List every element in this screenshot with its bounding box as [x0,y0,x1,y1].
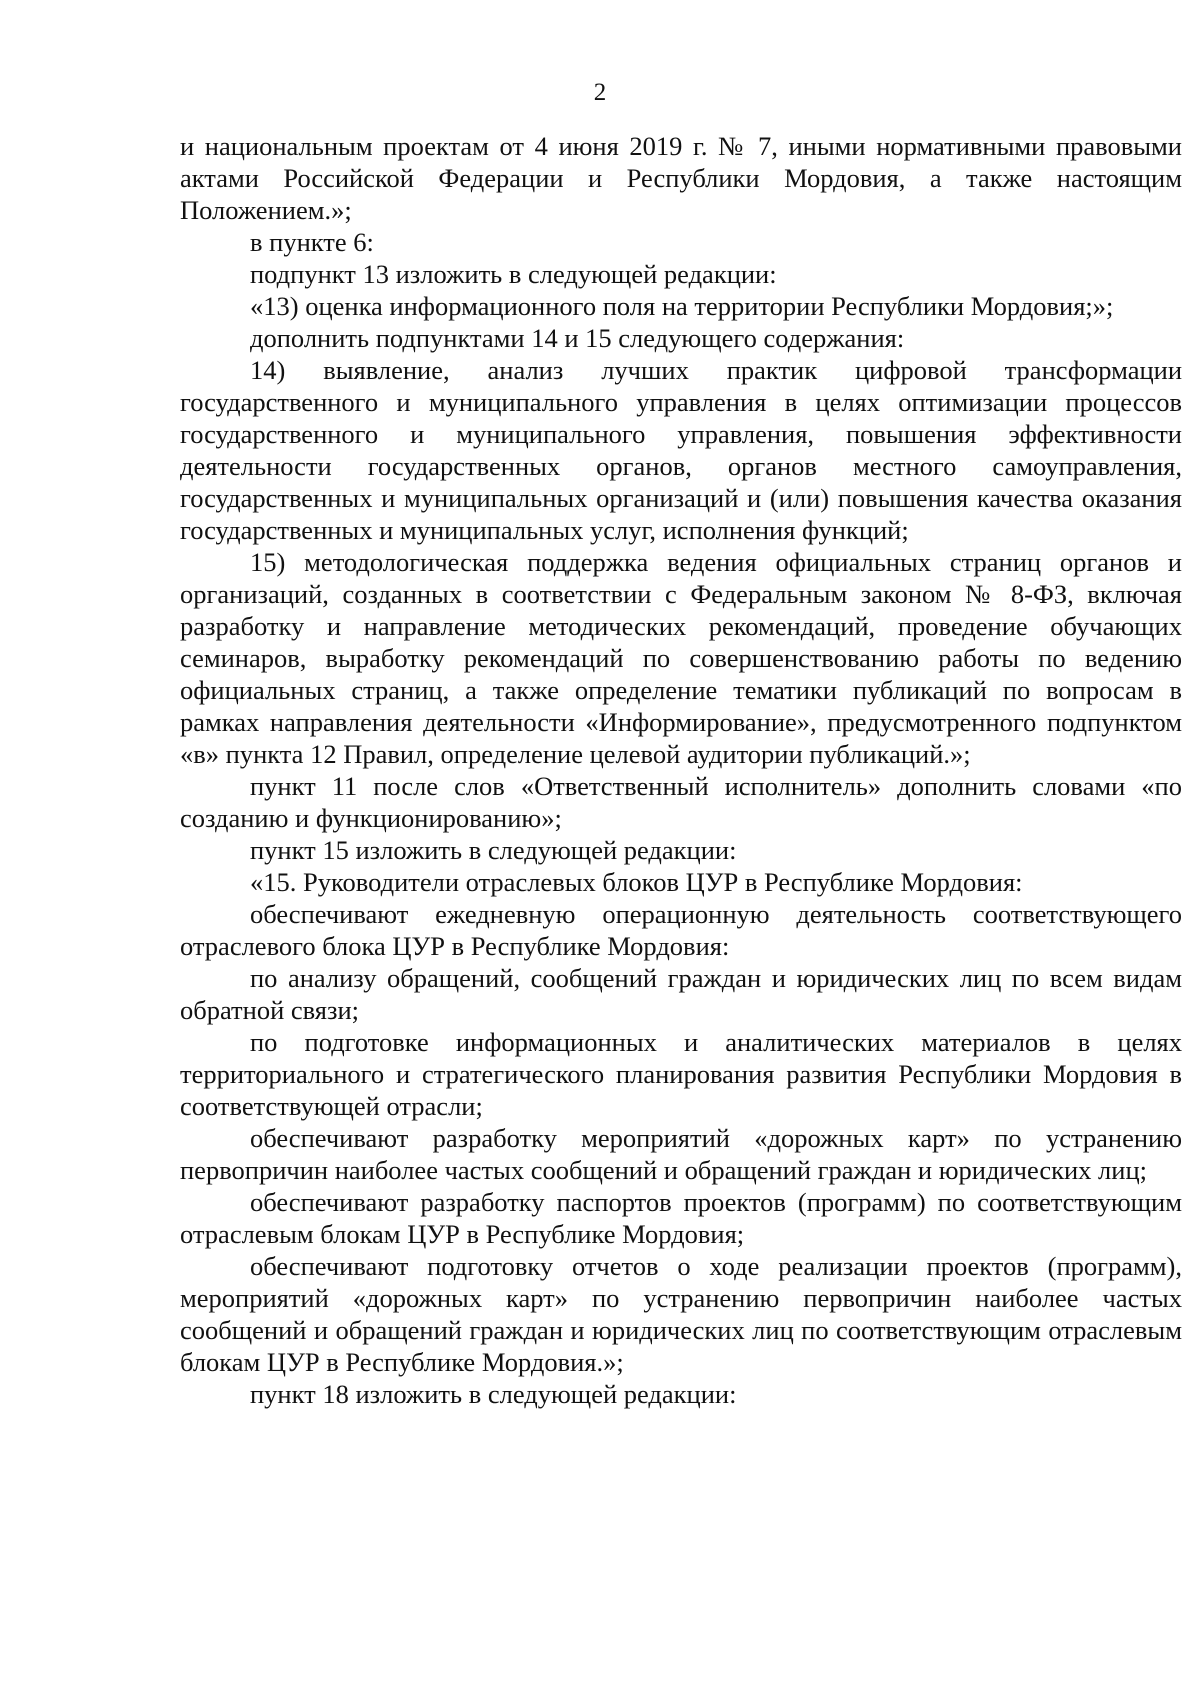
page-number: 2 [593,79,607,106]
paragraph: обеспечивают подготовку отчетов о ходе реализации проектов (программ), мероприятий «дорожных карт» по устранению первопричин наиболее частых сообщений и обращений граждан и юридических лиц по соответствующим отраслевым блокам ЦУР в Республике Мордовия.»; [180,1251,1182,1377]
paragraph: подпункт 13 изложить в следующей редакции: [250,259,777,289]
paragraph: дополнить подпунктами 14 и 15 следующего содержания: [250,323,905,353]
paragraph: пункт 11 после слов «Ответственный исполнитель» дополнить словами «по созданию и функционированию»; [180,771,1182,833]
paragraph: в пункте 6: [250,227,374,257]
paragraph: «15. Руководители отраслевых блоков ЦУР в Республике Мордовия: [250,867,1023,897]
paragraph: обеспечивают ежедневную операционную деятельность соответствующего отраслевого блока ЦУР в Республике Мордовия: [180,899,1182,961]
paragraph: по анализу обращений, сообщений граждан и юридических лиц по всем видам обратной связи; [180,963,1182,1025]
paragraph: и национальным проектам от 4 июня 2019 г. № 7, иными нормативными правовыми актами Российской Федерации и Республики Мордовия, а также настоящим Положением.»; [180,131,1182,225]
paragraph: 15) методологическая поддержка ведения официальных страниц органов и организаций, созданных в соответствии с Федеральным законом № 8-ФЗ, включая разработку и направление методических рекомендаций, проведение обучающих семинаров, выработку рекомендаций по совершенствованию работы по ведению официальных страниц, а также определение тематики публикаций по вопросам в рамках направления деятельности «Информирование», предусмотренного подпунктом «в» пункта 12 Правил, определение целевой аудитории публикаций.»; [180,547,1182,769]
paragraph: по подготовке информационных и аналитических материалов в целях территориального и стратегического планирования развития Республики Мордовия в соответствующей отрасли; [180,1027,1182,1121]
paragraph: пункт 15 изложить в следующей редакции: [250,835,737,865]
paragraph: обеспечивают разработку паспортов проектов (программ) по соответствующим отраслевым блокам ЦУР в Республике Мордовия; [180,1187,1182,1249]
document-body [180,130,1182,1410]
paragraph: пункт 18 изложить в следующей редакции: [250,1379,737,1409]
paragraph: «13) оценка информационного поля на территории Республики Мордовия;»; [250,291,1114,321]
paragraph: обеспечивают разработку мероприятий «дорожных карт» по устранению первопричин наиболее частых сообщений и обращений граждан и юридических лиц; [180,1123,1182,1185]
paragraph: 14) выявление, анализ лучших практик цифровой трансформации государственного и муниципального управления в целях оптимизации процессов государственного и муниципального управления, повышения эффективности деятельности государственных органов, органов местного самоуправления, государственных и муниципальных организаций и (или) повышения качества оказания государственных и муниципальных услуг, исполнения функций; [180,355,1182,545]
